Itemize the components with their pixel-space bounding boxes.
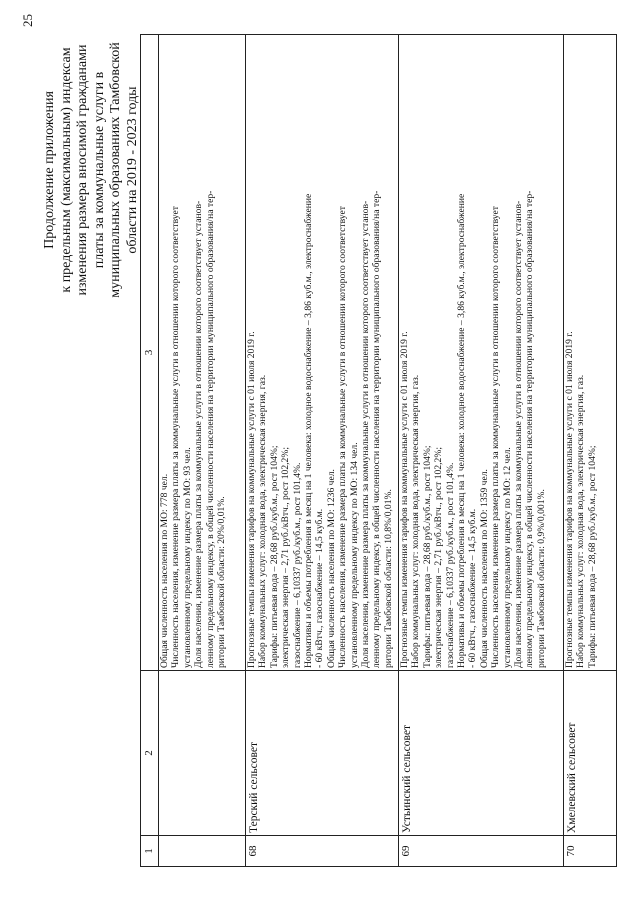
detail-line: Тарифы: питьевая вода – 28,68 руб./куб.м., рост 104%;: [421, 445, 433, 668]
row-number: 69: [399, 836, 564, 867]
detail-line: газоснабжение – 6,10337 руб./куб.м., рост 101,4%.: [291, 462, 303, 668]
detail-line: ритории Тамбовской области: 10,8%/0,01%.: [382, 489, 394, 668]
row-details: [246, 35, 399, 671]
row-number: 70: [564, 836, 617, 867]
detail-line: ленному предельному индексу, в общей численности населения на территории муниципального образования/на тер-: [524, 190, 536, 668]
detail-line: Численность населения, изменение размера платы за коммунальные услуги в отношении которого соответствует: [337, 206, 349, 668]
heading-line: муниципальных образованиях Тамбовской: [108, 42, 123, 298]
municipality-name: Устьинский сельсовет: [399, 671, 564, 836]
row-number: 68: [246, 836, 399, 867]
detail-line: - 60 кВтч., газоснабжение – 14,5 куб.м.: [314, 508, 326, 668]
row-details: [399, 35, 564, 671]
detail-line: ленному предельному индексу, в общей численности населения на территории муниципального образования/на тер-: [204, 190, 216, 668]
detail-line: Нормативы и объемы потребления в месяц на 1 человека: холодное водоснабжение – 3,86 куб.м., электроснабжение: [303, 193, 315, 668]
heading-line: области на 2019 - 2023 годы: [124, 86, 140, 254]
detail-line: Доля населения, изменение размера платы за коммунальные услуги в отношении которого соответствует установ-: [193, 200, 205, 668]
detail-line: Численность населения, изменение размера платы за коммунальные услуги в отношении которого соответствует: [490, 206, 502, 668]
detail-line: Набор коммунальных услуг: холодная вода, электрическая энергия, газ.: [575, 374, 587, 668]
indices-table: [140, 34, 617, 867]
table-row: [399, 35, 564, 867]
row-details: [159, 35, 246, 671]
header-cell-2: 2: [141, 671, 159, 836]
detail-line: установленному предельному индексу по МО: 12 чел.: [501, 447, 513, 668]
heading-line: Продолжение приложения: [42, 91, 57, 249]
table-header-row: [141, 35, 159, 867]
detail-line: установленному предельному индексу по МО: 93 чел.: [181, 447, 193, 668]
detail-line: Общая численность населения по МО: 1236 чел.: [325, 469, 337, 668]
detail-line: Общая численность населения по МО: 1359 чел.: [478, 469, 490, 668]
municipality-name: Терский сельсовет: [246, 671, 399, 836]
header-cell-1: 1: [141, 836, 159, 867]
detail-line: Доля населения, изменение размера платы за коммунальные услуги в отношении которого соответствует установ-: [513, 200, 525, 668]
detail-line: Нормативы и объемы потребления в месяц на 1 человека: холодное водоснабжение – 3,86 куб.м., электроснабжение: [456, 193, 468, 668]
detail-line: Набор коммунальных услуг: холодная вода, электрическая энергия, газ.: [257, 374, 269, 668]
page-number: 25: [20, 14, 35, 27]
detail-line: Численность населения, изменение размера платы за коммунальные услуги в отношении которого соответствует: [170, 206, 182, 668]
table-row: [159, 35, 246, 867]
detail-line: газоснабжение – 6,10337 руб./куб.м., рост 101,4%.: [444, 462, 456, 668]
row-details: [564, 35, 617, 671]
detail-line: электрическая энергия – 2,71 руб./кВтч., рост 102,2%;: [433, 447, 445, 668]
header-cell-3: 3: [141, 35, 159, 671]
detail-line: Прогнозные темпы изменения тарифов на коммунальные услуги с 01 июля 2019 г.: [564, 331, 575, 668]
municipality-name: Хмелевский сельсовет: [564, 671, 617, 836]
detail-line: Прогнозные темпы изменения тарифов на коммунальные услуги с 01 июля 2019 г.: [246, 331, 257, 668]
detail-line: Набор коммунальных услуг: холодная вода, электрическая энергия, газ.: [410, 374, 422, 668]
row-number: [159, 836, 246, 867]
detail-line: ритории Тамбовской области: 0,9%/0,001%.: [535, 489, 547, 668]
detail-line: установленному предельному индексу по МО: 134 чел.: [348, 442, 360, 668]
detail-line: Тарифы: питьевая вода – 28,68 руб./куб.м., рост 104%;: [268, 445, 280, 668]
table-row: [246, 35, 399, 867]
detail-line: Общая численность населения по МО: 778 чел.: [159, 473, 170, 668]
detail-line: Тарифы: питьевая вода – 28,68 руб./куб.м., рост 104%;: [586, 445, 598, 668]
detail-line: Прогнозные темпы изменения тарифов на коммунальные услуги с 01 июля 2019 г.: [399, 331, 410, 668]
municipality-name: [159, 671, 246, 836]
detail-line: Доля населения, изменение размера платы за коммунальные услуги в отношении которого соответствует установ-: [360, 200, 372, 668]
heading-line: платы за коммунальные услуги в: [91, 71, 107, 269]
table-row: [564, 35, 617, 867]
detail-line: ленному предельному индексу, в общей численности населения на территории муниципального образования/на тер-: [371, 190, 383, 668]
detail-line: ритории Тамбовской области: 20%/0,01%.: [216, 496, 228, 668]
appendix-heading: [42, 25, 141, 315]
heading-line: изменения размера вносимой гражданами: [75, 44, 90, 296]
detail-line: - 60 кВтч., газоснабжение – 14,5 куб.м.: [467, 508, 479, 668]
heading-line: к предельным (максимальным) индексам: [58, 47, 74, 293]
detail-line: электрическая энергия – 2,71 руб./кВтч., рост 102,2%;: [280, 447, 292, 668]
